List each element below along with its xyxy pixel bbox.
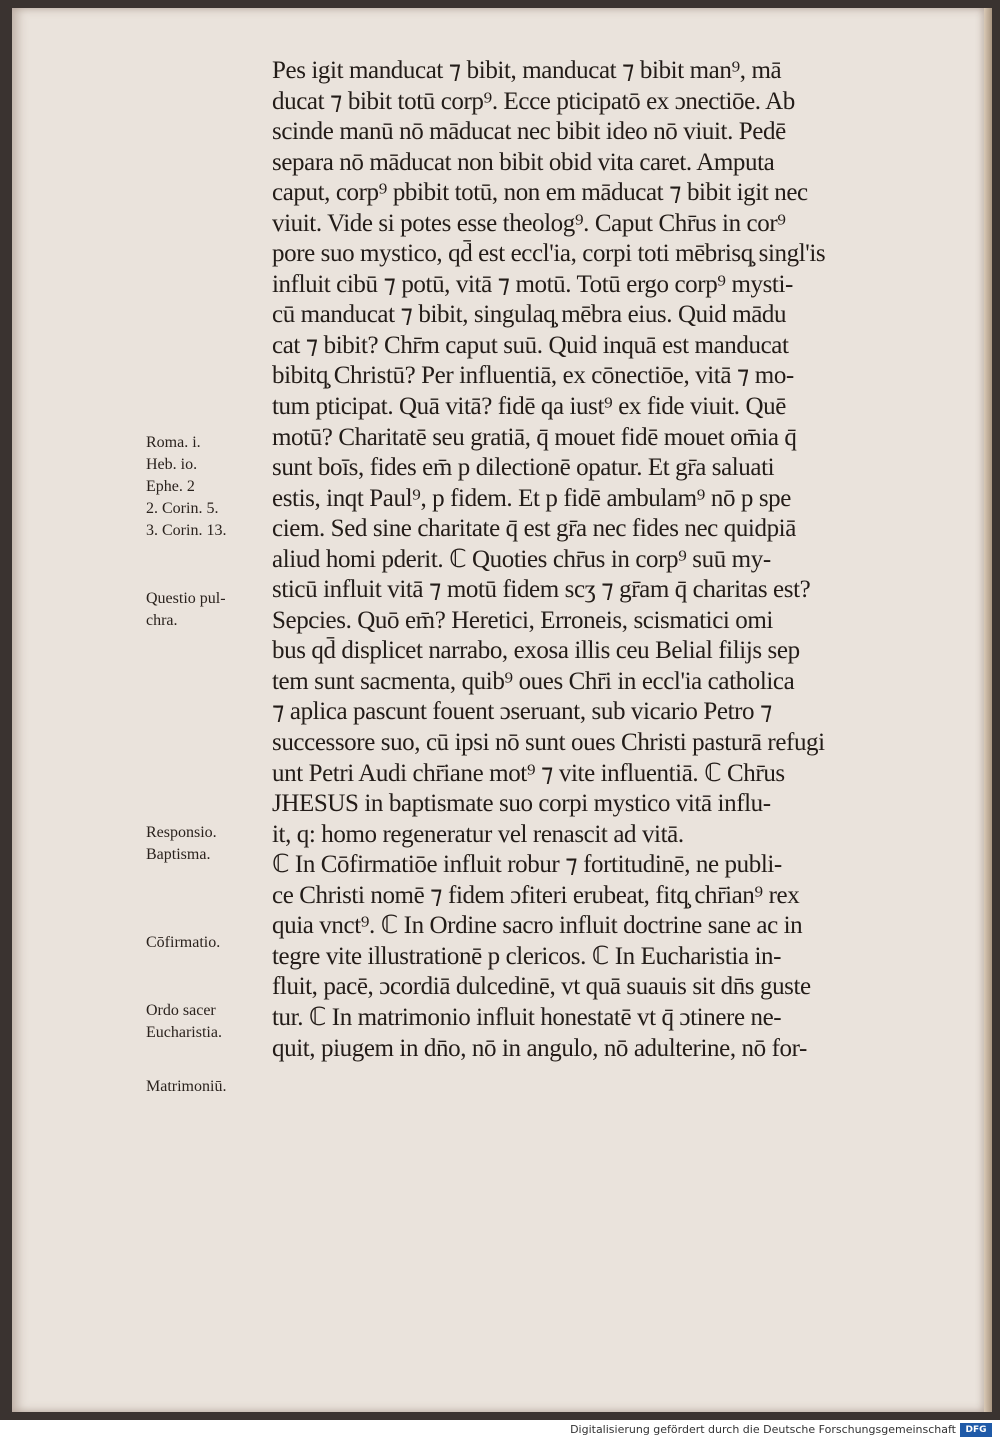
text-line: quit, piugem in dn̄o, nō in angulo, nō adulterine, nō for-: [272, 1034, 807, 1062]
margin-note-ordo: Ordo sacer Eucharistia.: [146, 1002, 222, 1041]
text-line: tur. ℂ In matrimonio influit honestatē vt q̄ ɔtinere ne-: [272, 1003, 782, 1031]
page-edge: [984, 8, 992, 1412]
text-line: ducat ⁊ bibit totū corp⁹. Ecce pticipatō ex ɔnectiōe. Ab: [272, 87, 795, 115]
footer-bar: [0, 1420, 1000, 1441]
text-line: estis, inqt Paul⁹, p fidem. Et p fidē ambulam⁹ nō p spe: [272, 484, 791, 512]
margin-note-confirmatio: Cōfirmatio.: [146, 934, 221, 951]
main-text-block: [272, 56, 962, 1064]
text-line: sticū influit vitā ⁊ motū fidem scʒ ⁊ gr̄am q̄ charitas est?: [272, 576, 811, 604]
text-line: bus qd̄ displicet narrabo, exosa illis ceu Belial filijs sep: [272, 637, 800, 665]
text-line: separa nō māducat non bibit obid vita caret. Amputa: [272, 148, 775, 176]
text-line: tem sunt sacmenta, quib⁹ oues Chr̄i in eccl'ia catholica: [272, 667, 795, 695]
text-line: tum pticipat. Quā vitā? fidē qa iust⁹ ex fide viuit. Quē: [272, 393, 786, 421]
text-line: cat ⁊ bibit? Chr̄m caput suū. Quid inquā est manducat: [272, 331, 789, 359]
margin-note-citations: Roma. i. Heb. io. Ephe. 2 2. Corin. 5. 3. Corin. 13.: [146, 434, 227, 539]
text-line: JHESUS in baptismate suo corpi mystico vitā influ-: [272, 790, 771, 818]
dfg-logo: DFG: [960, 1423, 992, 1437]
text-line: ciem. Sed sine charitate q̄ est gr̄a nec fides nec quidpiā: [272, 515, 796, 543]
text-line: quia vnct⁹. ℂ In Ordine sacro influit doctrine sane ac in: [272, 912, 803, 940]
text-line: tegre vite illustrationē p clericos. ℂ In Eucharistia in-: [272, 942, 782, 970]
text-line: motū? Charitatē seu gratiā, q̄ mouet fidē mouet om̄ia q̄: [272, 423, 797, 451]
text-line: viuit. Vide si potes esse theolog⁹. Caput Chr̄us in cor⁹: [272, 209, 786, 237]
text-line: pore suo mystico, qd̄ est eccl'ia, corpi toti mēbrisq̧ singl'is: [272, 240, 826, 268]
text-line: scinde manū nō māducat nec bibit ideo nō viuit. Pedē: [272, 118, 786, 146]
text-line: caput, corp⁹ pbibit totū, non em māducat ⁊ bibit igit nec: [272, 179, 808, 207]
text-line: ℂ In Cōfirmatiōe influit robur ⁊ fortitudinē, ne publi-: [272, 851, 782, 879]
text-line: fluit, pacē, ɔcordiā dulcedinē, vt quā suauis sit dn̄s guste: [272, 973, 811, 1001]
text-line: ce Christi nomē ⁊ fidem ɔfiteri erubeat, fitq̧ chr̄ian⁹ rex: [272, 881, 800, 909]
text-line: Pes igit manducat ⁊ bibit, manducat ⁊ bibit man⁹, mā: [272, 57, 782, 84]
text-line: successore suo, cū ipsi nō sunt oues Christi pasturā refugi: [272, 729, 825, 757]
text-line: aliud homi pderit. ℂ Quoties chr̄us in corp⁹ suū my-: [272, 545, 771, 573]
text-line: Sepcies. Quō em̄? Heretici, Erroneis, scismatici omi: [272, 606, 773, 634]
text-line: ⁊ aplica pascunt fouent ɔseruant, sub vicario Petro ⁊: [272, 698, 773, 726]
footer-credit: Digitalisierung gefördert durch die Deutsche Forschungsgemeinschaft: [570, 1423, 956, 1436]
text-line: bibitq̧ Christū? Per influentiā, ex cōnectiōe, vitā ⁊ mo-: [272, 362, 794, 390]
text-line: sunt boīs, fides em̄ p dilectionē opatur. Et gr̄a saluati: [272, 454, 775, 482]
text-line: cū manducat ⁊ bibit, singulaq̧ mēbra eius. Quid mādu: [272, 301, 787, 329]
margin-note-matrimonium: Matrimoniū.: [146, 1078, 227, 1095]
text-line: it, q: homo regeneratur vel renascit ad vitā.: [272, 820, 684, 848]
text-line: influit cibū ⁊ potū, vitā ⁊ motū. Totū ergo corp⁹ mysti-: [272, 270, 793, 298]
margin-note-questio: Questio pul- chra.: [146, 590, 226, 629]
margin-note-responsio: Responsio. Baptisma.: [146, 824, 217, 863]
text-line: unt Petri Audi chr̄iane mot⁹ ⁊ vite influentiā. ℂ Chr̄us: [272, 759, 785, 787]
